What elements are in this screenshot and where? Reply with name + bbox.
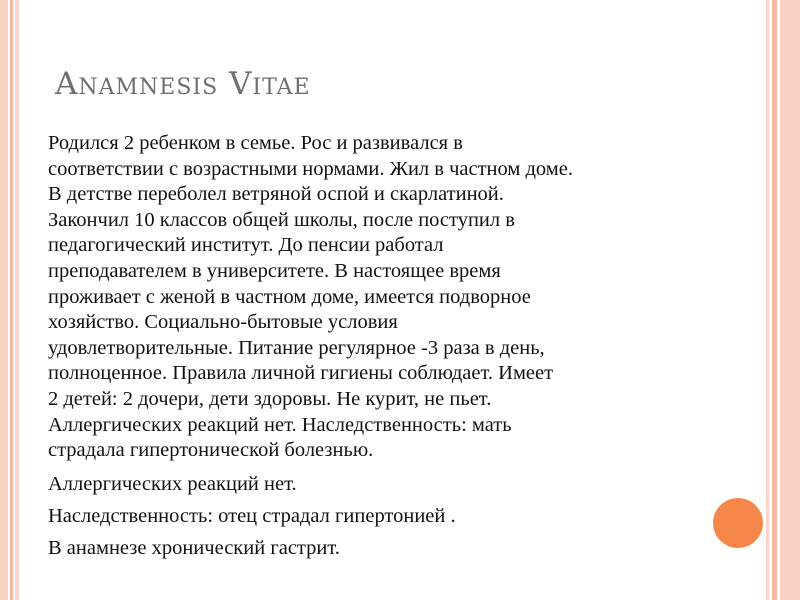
body-paragraph: Наследственность: отец страдал гипертонией . xyxy=(48,504,456,527)
slide-title: Anamnesis Vitae xyxy=(55,66,311,102)
left-border-stripe xyxy=(0,0,8,600)
orange-circle-decoration xyxy=(713,498,763,548)
body-paragraph: Аллергических реакций нет. xyxy=(48,472,297,495)
right-border-stripe xyxy=(780,0,800,600)
body-paragraph: В анамнезе хронический гастрит. xyxy=(48,536,340,559)
left-border-stripe xyxy=(15,0,19,600)
body-paragraph: Родился 2 ребенком в семье. Рос и развивался в соответствии с возрастными нормами. Жил в частном доме. В детстве переболел ветряной оспой и скарлатиной. Закончил 10 классов общей школы, после поступил в педагогический институт. До пенсии работал преподавателем в университете. В настоящее время проживает с женой в частном доме, имеется подворное хозяйство. Социально-бытовые условия удовлетворительные. Питание регулярное -3 раза в день, полноценное. Правила личной гигиены соблюдает. Имеет 2 детей: 2 дочери, дети здоровы. Не курит, не пьет. Аллергических реакций нет. Наследственность: мать страдала гипертонической болезнью. xyxy=(48,132,573,462)
slide-body xyxy=(48,131,748,560)
